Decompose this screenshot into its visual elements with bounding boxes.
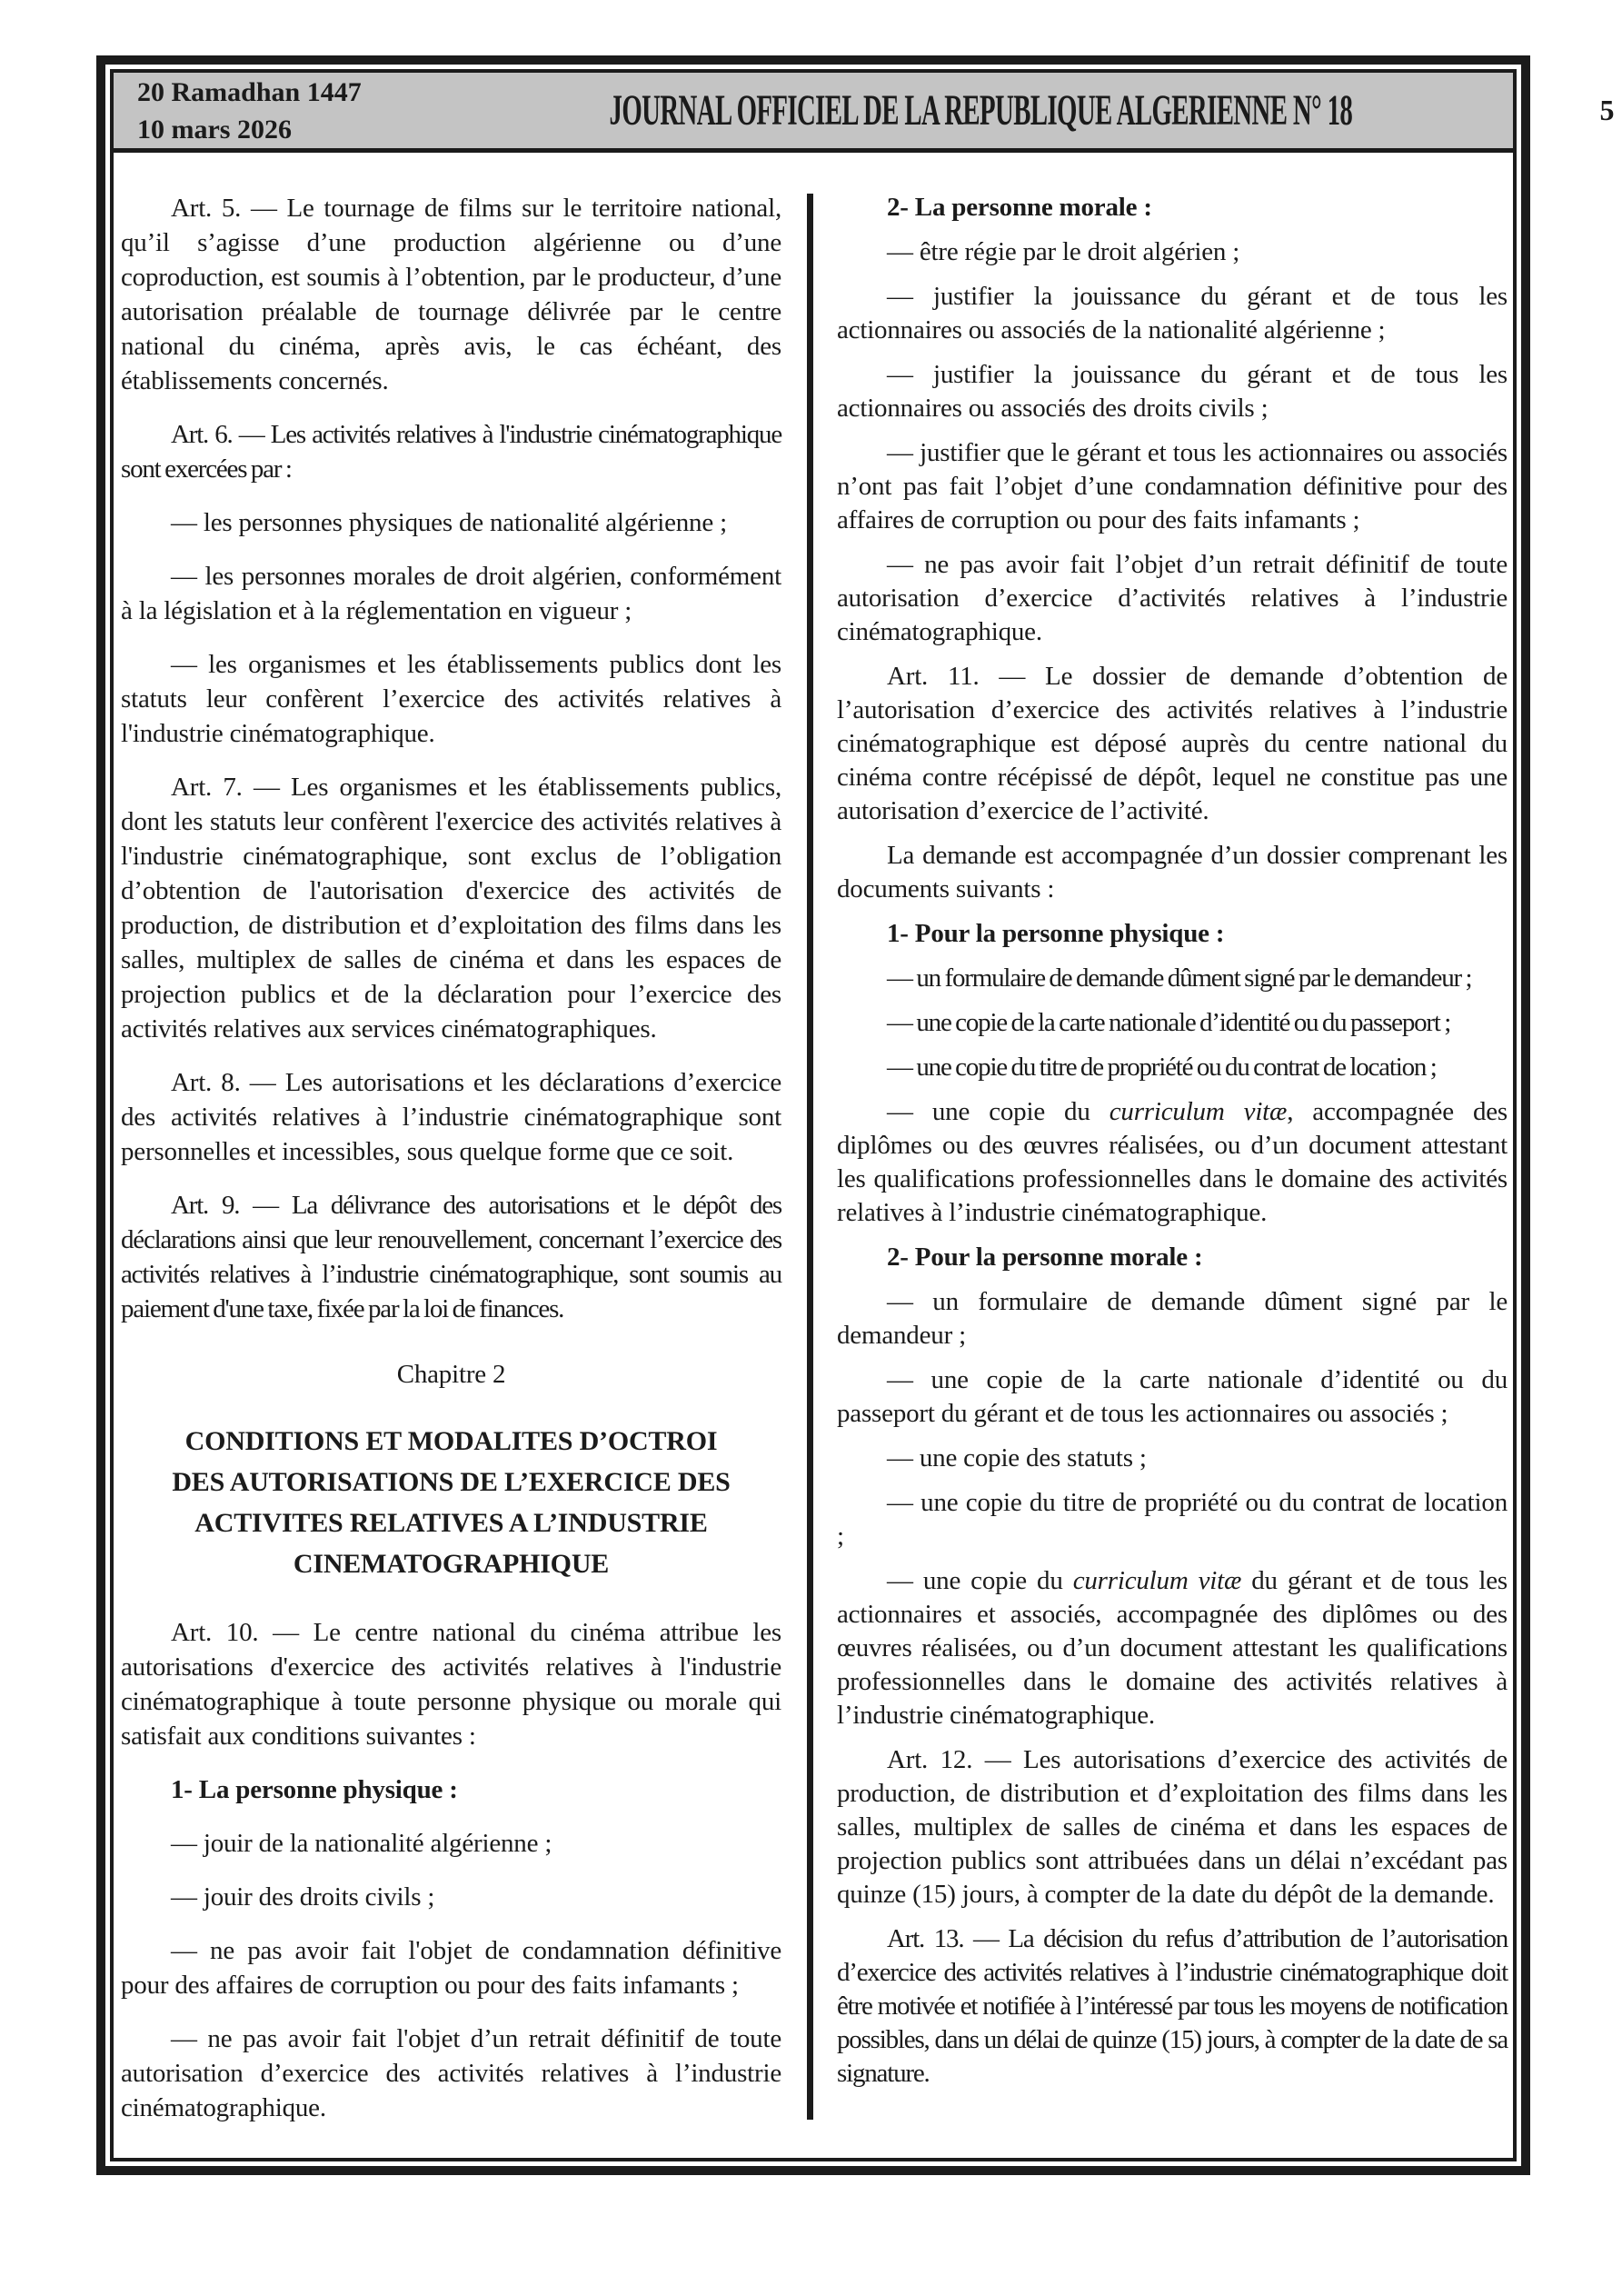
list-bullet: — justifier la jouissance du gérant et de tous les actionnaires ou associés de la nationalité algérienne ; bbox=[837, 282, 1508, 344]
list-bullet: — ne pas avoir fait l’objet d’un retrait définitif de toute autorisation d’exercice d’activités relatives à l’industrie cinématographique. bbox=[837, 550, 1508, 646]
article-paragraph: Art. 8. — Les autorisations et les déclarations d’exercice des activités relatives à l’industrie cinématographique sont personnelles et incessibles, sous quelque forme que ce soit. bbox=[121, 1068, 781, 1166]
header-date-block bbox=[137, 74, 362, 148]
text-run: — une copie du bbox=[887, 1097, 1110, 1126]
list-bullet: — jouir de la nationalité algérienne ; bbox=[171, 1829, 552, 1858]
journal-title-text: JOURNAL OFFICIEL DE LA REPUBLIQUE ALGERIENNE N° 18 bbox=[609, 86, 1352, 135]
list-bullet: — une copie des statuts ; bbox=[887, 1443, 1147, 1472]
list-bullet: — jouir des droits civils ; bbox=[171, 1882, 435, 1912]
subsection-heading: 1- Pour la personne physique : bbox=[887, 919, 1225, 948]
article-paragraph bbox=[837, 1095, 1508, 1230]
subsection-heading: 2- La personne morale : bbox=[887, 193, 1152, 222]
list-bullet: — être régie par le droit algérien ; bbox=[887, 237, 1240, 266]
left-column bbox=[114, 153, 807, 2158]
article-paragraph: La demande est accompagnée d’un dossier comprenant les documents suivants : bbox=[837, 841, 1508, 903]
article-paragraph: Art. 12. — Les autorisations d’exercice des activités de production, de distribution et d’exploitation des films dans les salles, multiplex de salles de cinéma et dans les espaces de projection publics sont attribuées dans un délai n’excédant pas quinze (15) jours, à compter de la date du dépôt de la demande. bbox=[837, 1745, 1508, 1909]
chapter-title: CONDITIONS ET MODALITES D’OCTROI DES AUTORISATIONS DE L’EXERCICE DES ACTIVITES RELATIVES A L’INDUSTRIE CINEMATOGRAPHIQUE bbox=[172, 1426, 731, 1579]
list-bullet: — une copie de la carte nationale d’identité ou du passeport du gérant et de tous les actionnaires ou associés ; bbox=[837, 1365, 1508, 1428]
italic-text-run: curriculum vitæ bbox=[1072, 1566, 1242, 1595]
list-bullet: — une copie du titre de propriété ou du contrat de location ; bbox=[837, 1488, 1508, 1551]
article-paragraph: Art. 13. — La décision du refus d’attribution de l’autorisation d’exercice des activités relatives à l’industrie cinématographique doit être motivée et notifiée à l’intéressé par tous les moyens de notification possibles, dans un délai de quinze (15) jours, à compter de la date de sa signature. bbox=[837, 1924, 1508, 2088]
list-bullet: — une copie du titre de propriété ou du contrat de location ; bbox=[887, 1053, 1437, 1082]
list-bullet: — justifier que le gérant et tous les actionnaires ou associés n’ont pas fait l’objet d’une condamnation définitive pour des affaires de corruption ou pour des faits infamants ; bbox=[837, 438, 1508, 534]
column-divider bbox=[807, 194, 813, 2120]
article-paragraph: Art. 5. — Le tournage de films sur le territoire national, qu’il s’agisse d’une production algérienne ou d’une coproduction, est soumis à l’obtention, par le producteur, d’une autorisation préalable de tournage délivrée par le centre national du cinéma, après avis, le cas échéant, des établissements concernés. bbox=[121, 194, 781, 395]
list-bullet: — ne pas avoir fait l'objet d’un retrait définitif de toute autorisation d’exercice des activités relatives à l’industrie cinématographique. bbox=[121, 2024, 781, 2122]
list-bullet: — une copie de la carte nationale d’identité ou du passeport ; bbox=[887, 1008, 1451, 1037]
text-run: — une copie du bbox=[887, 1566, 1073, 1595]
list-bullet: — les personnes physiques de nationalité algérienne ; bbox=[171, 508, 727, 537]
header-date-gregorian: 10 mars 2026 bbox=[137, 114, 292, 145]
header-date-hijri: 20 Ramadhan 1447 bbox=[137, 76, 362, 107]
italic-text-run: curriculum vitæ bbox=[1109, 1097, 1288, 1126]
journal-title bbox=[362, 85, 1600, 135]
page-frame bbox=[96, 55, 1615, 2175]
text-run: du gérant et de tous les actionnaires et associés, accompagnée des diplômes ou des œuvres réalisées, ou d’un document attestant les qualifications professionnelles dans le domaine des activités relatives à l’industrie cinématographique. bbox=[837, 1566, 1508, 1730]
list-bullet: — un formulaire de demande dûment signé par le demandeur ; bbox=[837, 1287, 1508, 1350]
right-column bbox=[813, 153, 1513, 2158]
article-paragraph: Art. 11. — Le dossier de demande d’obtention de l’autorisation d’exercice des activités relatives à l’industrie cinématographique est déposé auprès du centre national du cinéma contre récépissé de dépôt, lequel ne constitue pas une autorisation d’exercice de l’activité. bbox=[837, 662, 1508, 825]
journal-header bbox=[114, 73, 1615, 153]
list-bullet: — ne pas avoir fait l'objet de condamnation définitive pour des affaires de corruption ou pour des faits infamants ; bbox=[121, 1936, 781, 2000]
subsection-heading: 2- Pour la personne morale : bbox=[887, 1243, 1203, 1272]
page-frame-inner bbox=[110, 69, 1615, 2161]
list-bullet: — justifier la jouissance du gérant et de tous les actionnaires ou associés des droits civils ; bbox=[837, 360, 1508, 423]
list-bullet: — les organismes et les établissements publics dont les statuts leur confèrent l’exercice des activités relatives à l'industrie cinématographique. bbox=[121, 650, 781, 748]
article-paragraph: Art. 6. — Les activités relatives à l'industrie cinématographique sont exercées par : bbox=[121, 420, 781, 484]
article-paragraph: Art. 7. — Les organismes et les établissements publics, dont les statuts leur confèrent l'exercice des activités relatives à l'industrie cinématographique, sont exclus de l’obligation d’obtention de l'autorisation d'exercice des activités de production, de distribution et d’exploitation des films dans les salles, multiplex de salles de cinéma et dans les espaces de projection publics et de la déclaration pour l’exercice des activités relatives aux services cinématographiques. bbox=[121, 773, 781, 1043]
subsection-heading: 1- La personne physique : bbox=[171, 1775, 458, 1804]
article-paragraph bbox=[837, 1564, 1508, 1732]
chapter-label: Chapitre 2 bbox=[396, 1360, 506, 1389]
page-number: 5 bbox=[1599, 94, 1615, 126]
list-bullet: — les personnes morales de droit algérien, conformément à la législation et à la réglementation en vigueur ; bbox=[121, 562, 781, 625]
list-bullet: — un formulaire de demande dûment signé par le demandeur ; bbox=[887, 963, 1472, 993]
article-paragraph: Art. 10. — Le centre national du cinéma attribue les autorisations d'exercice des activités relatives à l'industrie cinématographique à toute personne physique ou morale qui satisfait aux conditions suivantes : bbox=[121, 1618, 781, 1751]
content-columns bbox=[114, 153, 1513, 2158]
article-paragraph: Art. 9. — La délivrance des autorisations et le dépôt des déclarations ainsi que leur renouvellement, concernant l’exercice des activités relatives à l’industrie cinématographique, sont soumis au paiement d'une taxe, fixée par la loi de finances. bbox=[121, 1191, 781, 1323]
text-run: , accompagnée des diplômes ou des œuvres réalisées, ou d’un document attestant les qualifications professionnelles dans le domaine des activités relatives à l’industrie cinématographique. bbox=[837, 1097, 1508, 1227]
